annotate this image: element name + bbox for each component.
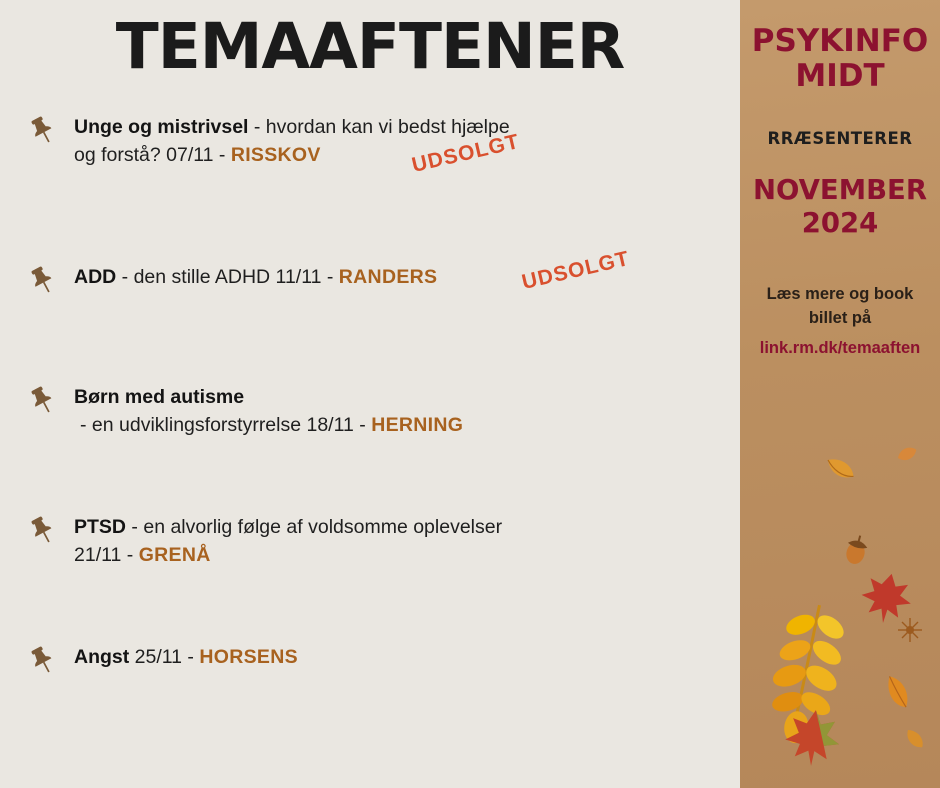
event-city: RISSKOV bbox=[230, 143, 321, 166]
brand-line-1: PSYKINFO bbox=[751, 23, 929, 59]
ash-leaf-icon bbox=[761, 600, 852, 749]
maple-leaf-icon bbox=[783, 708, 842, 768]
event-desc-cont: - en udviklingsforstyrrelse 18/11 - bbox=[80, 413, 372, 436]
event-city: HERNING bbox=[371, 413, 464, 436]
booking-info bbox=[748, 283, 932, 331]
poster-sidebar bbox=[740, 0, 940, 788]
list-item bbox=[26, 384, 720, 514]
acorn-icon bbox=[843, 533, 870, 566]
event-line-2 bbox=[74, 412, 720, 440]
list-item bbox=[26, 514, 720, 644]
event-city: HORSENS bbox=[199, 646, 298, 669]
event-desc: - den stille ADHD 11/11 - bbox=[116, 266, 339, 289]
event-desc: - hvordan kan vi bedst hjælpe bbox=[248, 116, 510, 139]
month-label: NOVEMBER bbox=[752, 174, 927, 207]
event-line-2 bbox=[74, 142, 720, 170]
event-desc-cont: og forstå? 07/11 - bbox=[74, 143, 231, 166]
booking-line-2: billet på bbox=[808, 309, 872, 328]
seed-burr-icon bbox=[898, 618, 922, 642]
autumn-leaves-decoration bbox=[740, 430, 940, 788]
events-list bbox=[0, 114, 740, 714]
event-desc: - en alvorlig følge af voldsomme oplevelser bbox=[126, 516, 503, 539]
list-item bbox=[26, 247, 720, 384]
page-title: TEMAAFTENER bbox=[115, 10, 625, 83]
list-item bbox=[26, 114, 720, 254]
pushpin-icon bbox=[26, 384, 60, 418]
pushpin-icon bbox=[26, 514, 60, 548]
leaf-icon bbox=[903, 727, 927, 750]
event-city: RANDERS bbox=[338, 266, 438, 289]
booking-line-1: Læs mere og book bbox=[766, 285, 914, 304]
pushpin-icon bbox=[26, 264, 60, 298]
leaf-icon bbox=[886, 673, 911, 710]
presents-label: RRÆSENTERER bbox=[767, 129, 913, 149]
event-line-1 bbox=[74, 114, 720, 142]
event-desc: 25/11 - bbox=[129, 646, 200, 669]
event-line-1 bbox=[74, 384, 720, 412]
event-title: Unge og mistrivsel bbox=[74, 116, 249, 139]
status-badge: UDSOLGT bbox=[409, 130, 522, 178]
brand-name bbox=[748, 24, 932, 93]
booking-link[interactable]: link.rm.dk/temaaften bbox=[759, 339, 921, 358]
pushpin-icon bbox=[26, 644, 60, 678]
list-item bbox=[26, 644, 720, 714]
year-label: 2024 bbox=[801, 206, 879, 239]
event-title: Angst bbox=[74, 646, 130, 669]
pushpin-icon bbox=[26, 114, 60, 148]
leaf-icon bbox=[824, 456, 857, 482]
event-title: Børn med autisme bbox=[74, 386, 245, 409]
event-title: PTSD bbox=[74, 516, 127, 539]
leaf-icon bbox=[896, 444, 919, 464]
brand-line-2: MIDT bbox=[795, 57, 885, 94]
event-line-2 bbox=[74, 542, 720, 570]
event-city: GRENÅ bbox=[138, 543, 211, 566]
event-title: ADD bbox=[74, 266, 117, 289]
event-line-1 bbox=[74, 514, 720, 542]
event-desc-cont: 21/11 - bbox=[74, 543, 139, 566]
status-badge: UDSOLGT bbox=[519, 247, 632, 295]
maple-leaf-icon bbox=[857, 569, 915, 627]
event-line-1 bbox=[74, 644, 720, 672]
